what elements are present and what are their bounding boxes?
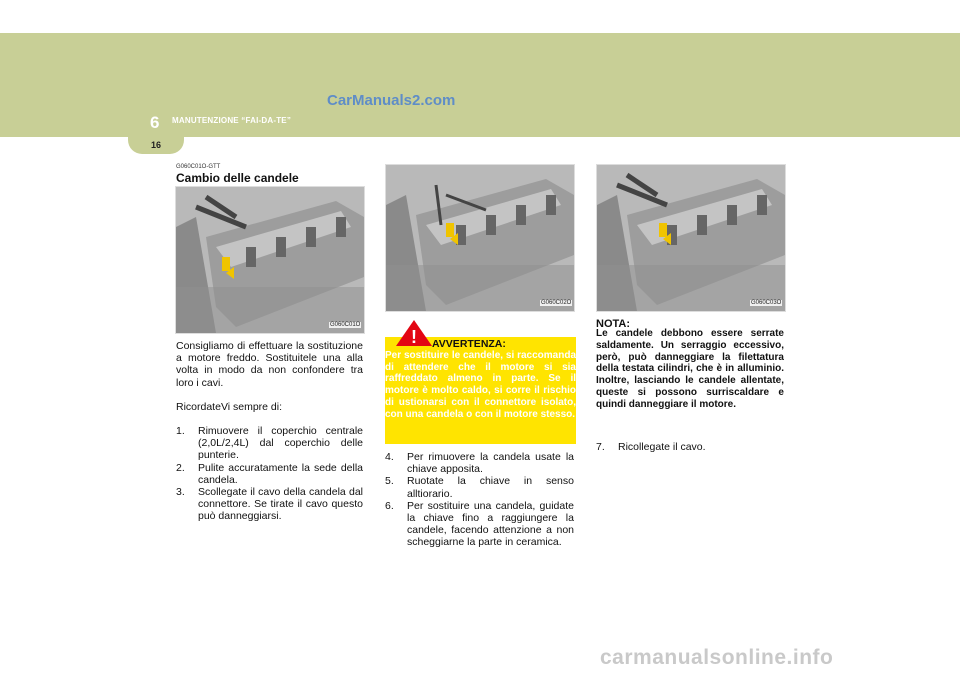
svg-text:!: !	[411, 327, 417, 346]
steps-list-3	[596, 441, 784, 453]
figure-caption-3: G060C03O	[751, 300, 782, 306]
engine-illustration-3	[597, 165, 785, 311]
warning-triangle-icon	[396, 320, 432, 346]
figure-caption-1: G060C01O	[330, 322, 361, 328]
col2-body	[385, 451, 574, 549]
col1-body	[176, 340, 363, 523]
engine-photo-1	[175, 186, 365, 334]
step-item: 1. Rimuovere il coperchio centrale (2,0L/2,4L) dal coperchio delle punterie.	[176, 425, 363, 462]
engine-illustration-2	[386, 165, 574, 311]
intro-paragraph: Consigliamo di effettuare la sostituzione a motore freddo. Sostituitele una alla volta in modo da non confondere tra loro i cavi.	[176, 340, 363, 389]
step-item: 5. Ruotate la chiave in senso alltiorario.	[385, 475, 574, 500]
nota-title: NOTA:	[596, 318, 631, 330]
warning-title: AVVERTENZA:	[432, 338, 506, 350]
section-title: Cambio delle candele	[176, 171, 299, 185]
engine-illustration-1	[176, 187, 364, 333]
engine-photo-3	[596, 164, 786, 312]
steps-list-2	[385, 451, 574, 549]
chapter-title: MANUTENZIONE “FAI-DA-TE”	[172, 116, 292, 125]
step-item: 4. Per rimuovere la candela usate la chiave apposita.	[385, 451, 574, 476]
chapter-number: 6	[150, 113, 160, 132]
step-item: 7. Ricollegate il cavo.	[596, 441, 706, 453]
page-number: 16	[151, 140, 162, 150]
figure-caption-2: G060C02O	[541, 300, 572, 306]
steps-list-1	[176, 425, 363, 523]
step-item: 2. Pulite accuratamente la sede della candela.	[176, 461, 363, 486]
section-code: G060C01O-GTT	[176, 164, 221, 170]
step-item: 3. Scollegate il cavo della candela dal connettore. Se tirate il cavo questo può danneggiarsi.	[176, 486, 363, 523]
warning-text: Per sostituire le candele, si raccomanda di attendere che il motore si sia raffreddato almeno in parte. Se il motore è molto caldo, si corre il rischio di ustionarsi con il connettore isolato, con una candela o con il motore stesso.	[385, 350, 576, 420]
col3-body	[596, 441, 784, 453]
nota-text: Le candele debbono essere serrate saldamente. Un serraggio eccessivo, però, può danneggiare la filettatura della testata cilindri, che è in alluminio. Inoltre, lasciando le candele allentate, queste si possono surriscaldare e quindi danneggiare il motore.	[596, 328, 784, 410]
header-band	[0, 33, 960, 137]
footer-watermark[interactable]: carmanualsonline.info	[600, 646, 834, 669]
step-item: 6. Per sostituire una candela, guidate la chiave fino a raggiungere la candele, facendo attenzione a non scheggiarne la parte in ceramica.	[385, 499, 574, 549]
site-watermark[interactable]: CarManuals2.com	[327, 92, 456, 109]
remember-line: RicordateVi sempre di:	[176, 400, 283, 413]
engine-photo-2	[385, 164, 575, 312]
